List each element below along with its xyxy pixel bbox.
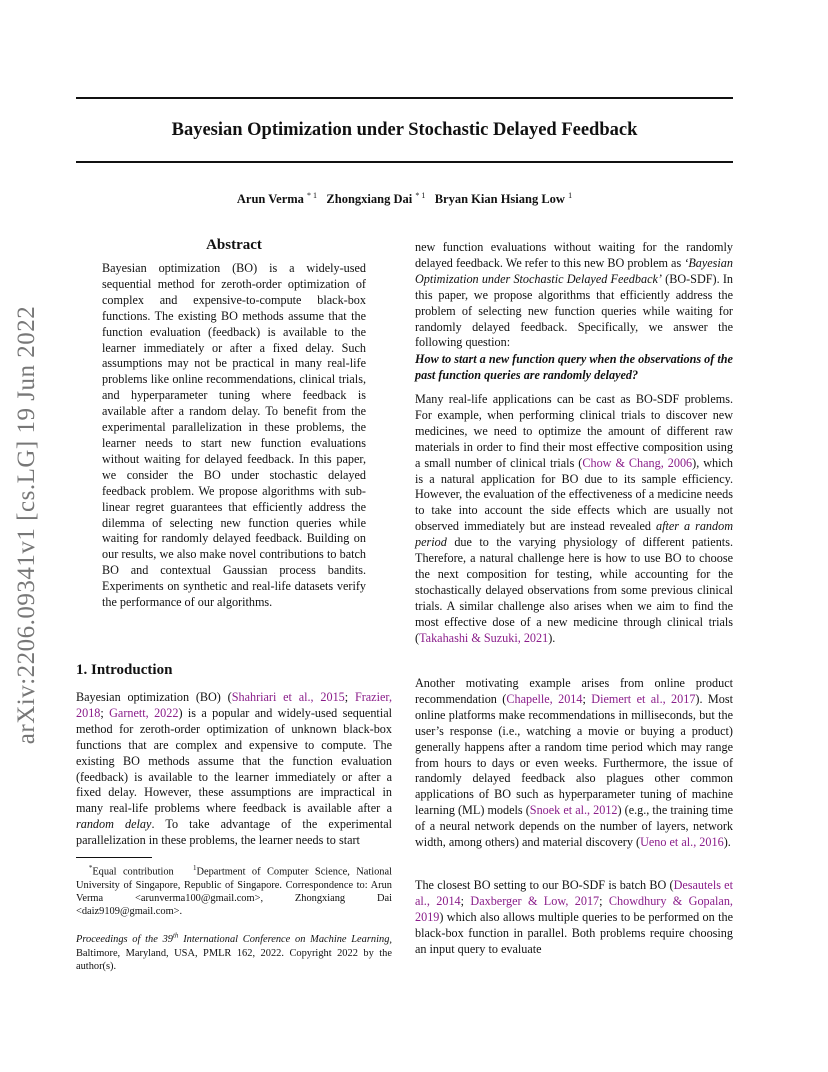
top-rule [76, 97, 733, 99]
intro-paragraph: Bayesian optimization (BO) (Shahriari et al., 2015; Frazier, 2018; Garnett, 2022) is a popular and widely-used sequential method for zeroth-order optimization of unknown black-box functions that are complex and expensive to compute. The existing BO methods assume that the function evaluation (feedback) is available to the learner immediately or after a fixed delay. However, these assumptions are impractical in many real-life problems where feedback is available after a random delay. To take advantage of the experimental parallelization in these problems, the learner needs to start [76, 690, 393, 848]
author-affiliation-mark: 1 [568, 191, 573, 200]
citation-link[interactable]: Frazier, 2018 [76, 690, 393, 720]
citation-link[interactable]: Snoek et al., 2012 [529, 803, 618, 818]
author-affiliation-mark: * 1 [415, 191, 426, 200]
paper-title: Bayesian Optimization under Stochastic Delayed Feedback [171, 120, 638, 140]
author-name: Bryan Kian Hsiang Low [434, 192, 565, 207]
author-list [76, 191, 733, 207]
abstract-heading: Abstract [206, 237, 262, 253]
citation-link[interactable]: Shahriari et al., 2015 [231, 690, 345, 704]
abstract-text: Bayesian optimization (BO) is a widely-used sequential method for zeroth-order optimization of complex and expensive-to-compute black-box functions. The existing BO methods assume that the function evaluation (feedback) is available to the learner immediately or after a fixed delay. Such assumptions may not be practical in many real-life problems like online recommendations, clinical trials, and hyperparameter tuning where feedback is available after a random delay. To benefit from the experimental parallelization in these problems, the learner needs to start new function evaluations without waiting for delayed feedback. In this paper, we consider the BO under stochastic delayed feedback problem. We propose algorithms with sub-linear regret guarantees that efficiently address the dilemma of selecting new function queries while waiting for randomly delayed feedback. Building on our results, we also make novel contributions to batch BO and contextual Gaussian process bandits. Experiments on synthetic and real-life datasets verify the performance of our algorithms. [102, 261, 366, 610]
citation-link[interactable]: Garnett, 2022 [109, 705, 179, 720]
right-paragraph-1: new function evaluations without waiting for the randomly delayed feedback. We refer to this new BO problem as ‘Bayesian Optimization under Stochastic Delayed Feedback’ (BO-SDF). In this paper, we propose algorithms that efficiently address the problem of selecting new function queries while waiting for randomly delayed feedback. Specifically, we answer the following question: [415, 240, 733, 350]
citation-link[interactable]: Daxberger & Low, 2017 [470, 893, 600, 908]
title-bottom-rule [76, 161, 733, 163]
citation-link[interactable]: Chapelle, 2014 [506, 691, 583, 706]
citation-link[interactable]: Diemert et al., 2017 [591, 691, 696, 706]
section-heading-introduction: 1. Introduction [76, 662, 173, 678]
emphasis-text: after a random period [415, 519, 733, 550]
arxiv-identifier: arXiv:2206.09341v1 [cs.LG] 19 Jun 2022 [13, 305, 40, 745]
citation-link[interactable]: Chowdhury & Gopalan, 2019 [415, 893, 733, 924]
citation-link[interactable]: Takahashi & Suzuki, 2021 [419, 630, 549, 645]
right-paragraph-4: The closest BO setting to our BO-SDF is batch BO (Desautels et al., 2014; Daxberger & Low, 2017; Chowdhury & Gopalan, 2019) which also allows multiple queries to be performed on the black-box function in parallel. Both problems require choosing an input query to evaluate [415, 878, 733, 956]
citation-link[interactable]: Chow & Chang, 2006 [582, 455, 693, 470]
author-affiliation-mark: * 1 [307, 191, 318, 200]
author-name: Arun Verma [236, 192, 304, 207]
citation-link[interactable]: Ueno et al., 2016 [640, 835, 724, 850]
author-name: Zhongxiang Dai [326, 192, 413, 207]
proceedings-note: Proceedings of the 39th International Conference on Machine Learning, Baltimore, Maryland, USA, PMLR 162, 2022. Copyright 2022 by the author(s). [76, 932, 392, 973]
research-question: How to start a new function query when the observations of the past function queries are randomly delayed? [415, 352, 733, 382]
emphasis-text: random delay [76, 817, 152, 832]
right-paragraph-2: Many real-life applications can be cast as BO-SDF problems. For example, when performing clinical trials to discover new medicines, we need to optimize the amount of different raw materials in order to find their most effective composition using a small number of clinical trials (Chow & Chang, 2006), which is a natural application for BO due to its sample efficiency. However, the evaluation of the effectiveness of a medicine needs to take into account the side effects which are usually not observed immediately but are instead revealed after a random period due to the varying physiology of different patients. Therefore, a natural challenge here is how to use BO to choose the next composition for testing, while accounting for the stochastically delayed observations from some previous clinical trials. A similar challenge also arises when we aim to find the most effective dose of a new medicine through clinical trials (Takahashi & Suzuki, 2021). [415, 392, 734, 645]
right-paragraph-3: Another motivating example arises from online product recommendation (Chapelle, 2014; Diemert et al., 2017). Most online platforms make recommendations in milliseconds, but the user’s response (i.e., watching a movie or buying a product) generally happens after a random time period which may range from hours to days or even weeks. Furthermore, the issue of randomly delayed feedback also plagues other common applications of BO such as hyperparameter tuning of machine learning (ML) models (Snoek et al., 2012) (e.g., the training time of a neural network depends on the number of layers, network width, among others) and material discovery (Ueno et al., 2016). [415, 676, 734, 850]
footnote-rule [76, 857, 152, 858]
footnote: *Equal contribution $^1$Department of Computer Science, National University of Singapore, Republic of Singapore. Correspondence to: Arun Verma <arunverma100@gmail.com>, Zhongxiang Dai <daiz9109@gmail.com>. [76, 864, 392, 918]
arxiv-stamp [8, 290, 46, 760]
emphasis-text: ‘Bayesian Optimization under Stochastic Delayed Feedback’ [415, 255, 733, 286]
citation-link[interactable]: Desautels et al., 2014 [415, 878, 733, 908]
